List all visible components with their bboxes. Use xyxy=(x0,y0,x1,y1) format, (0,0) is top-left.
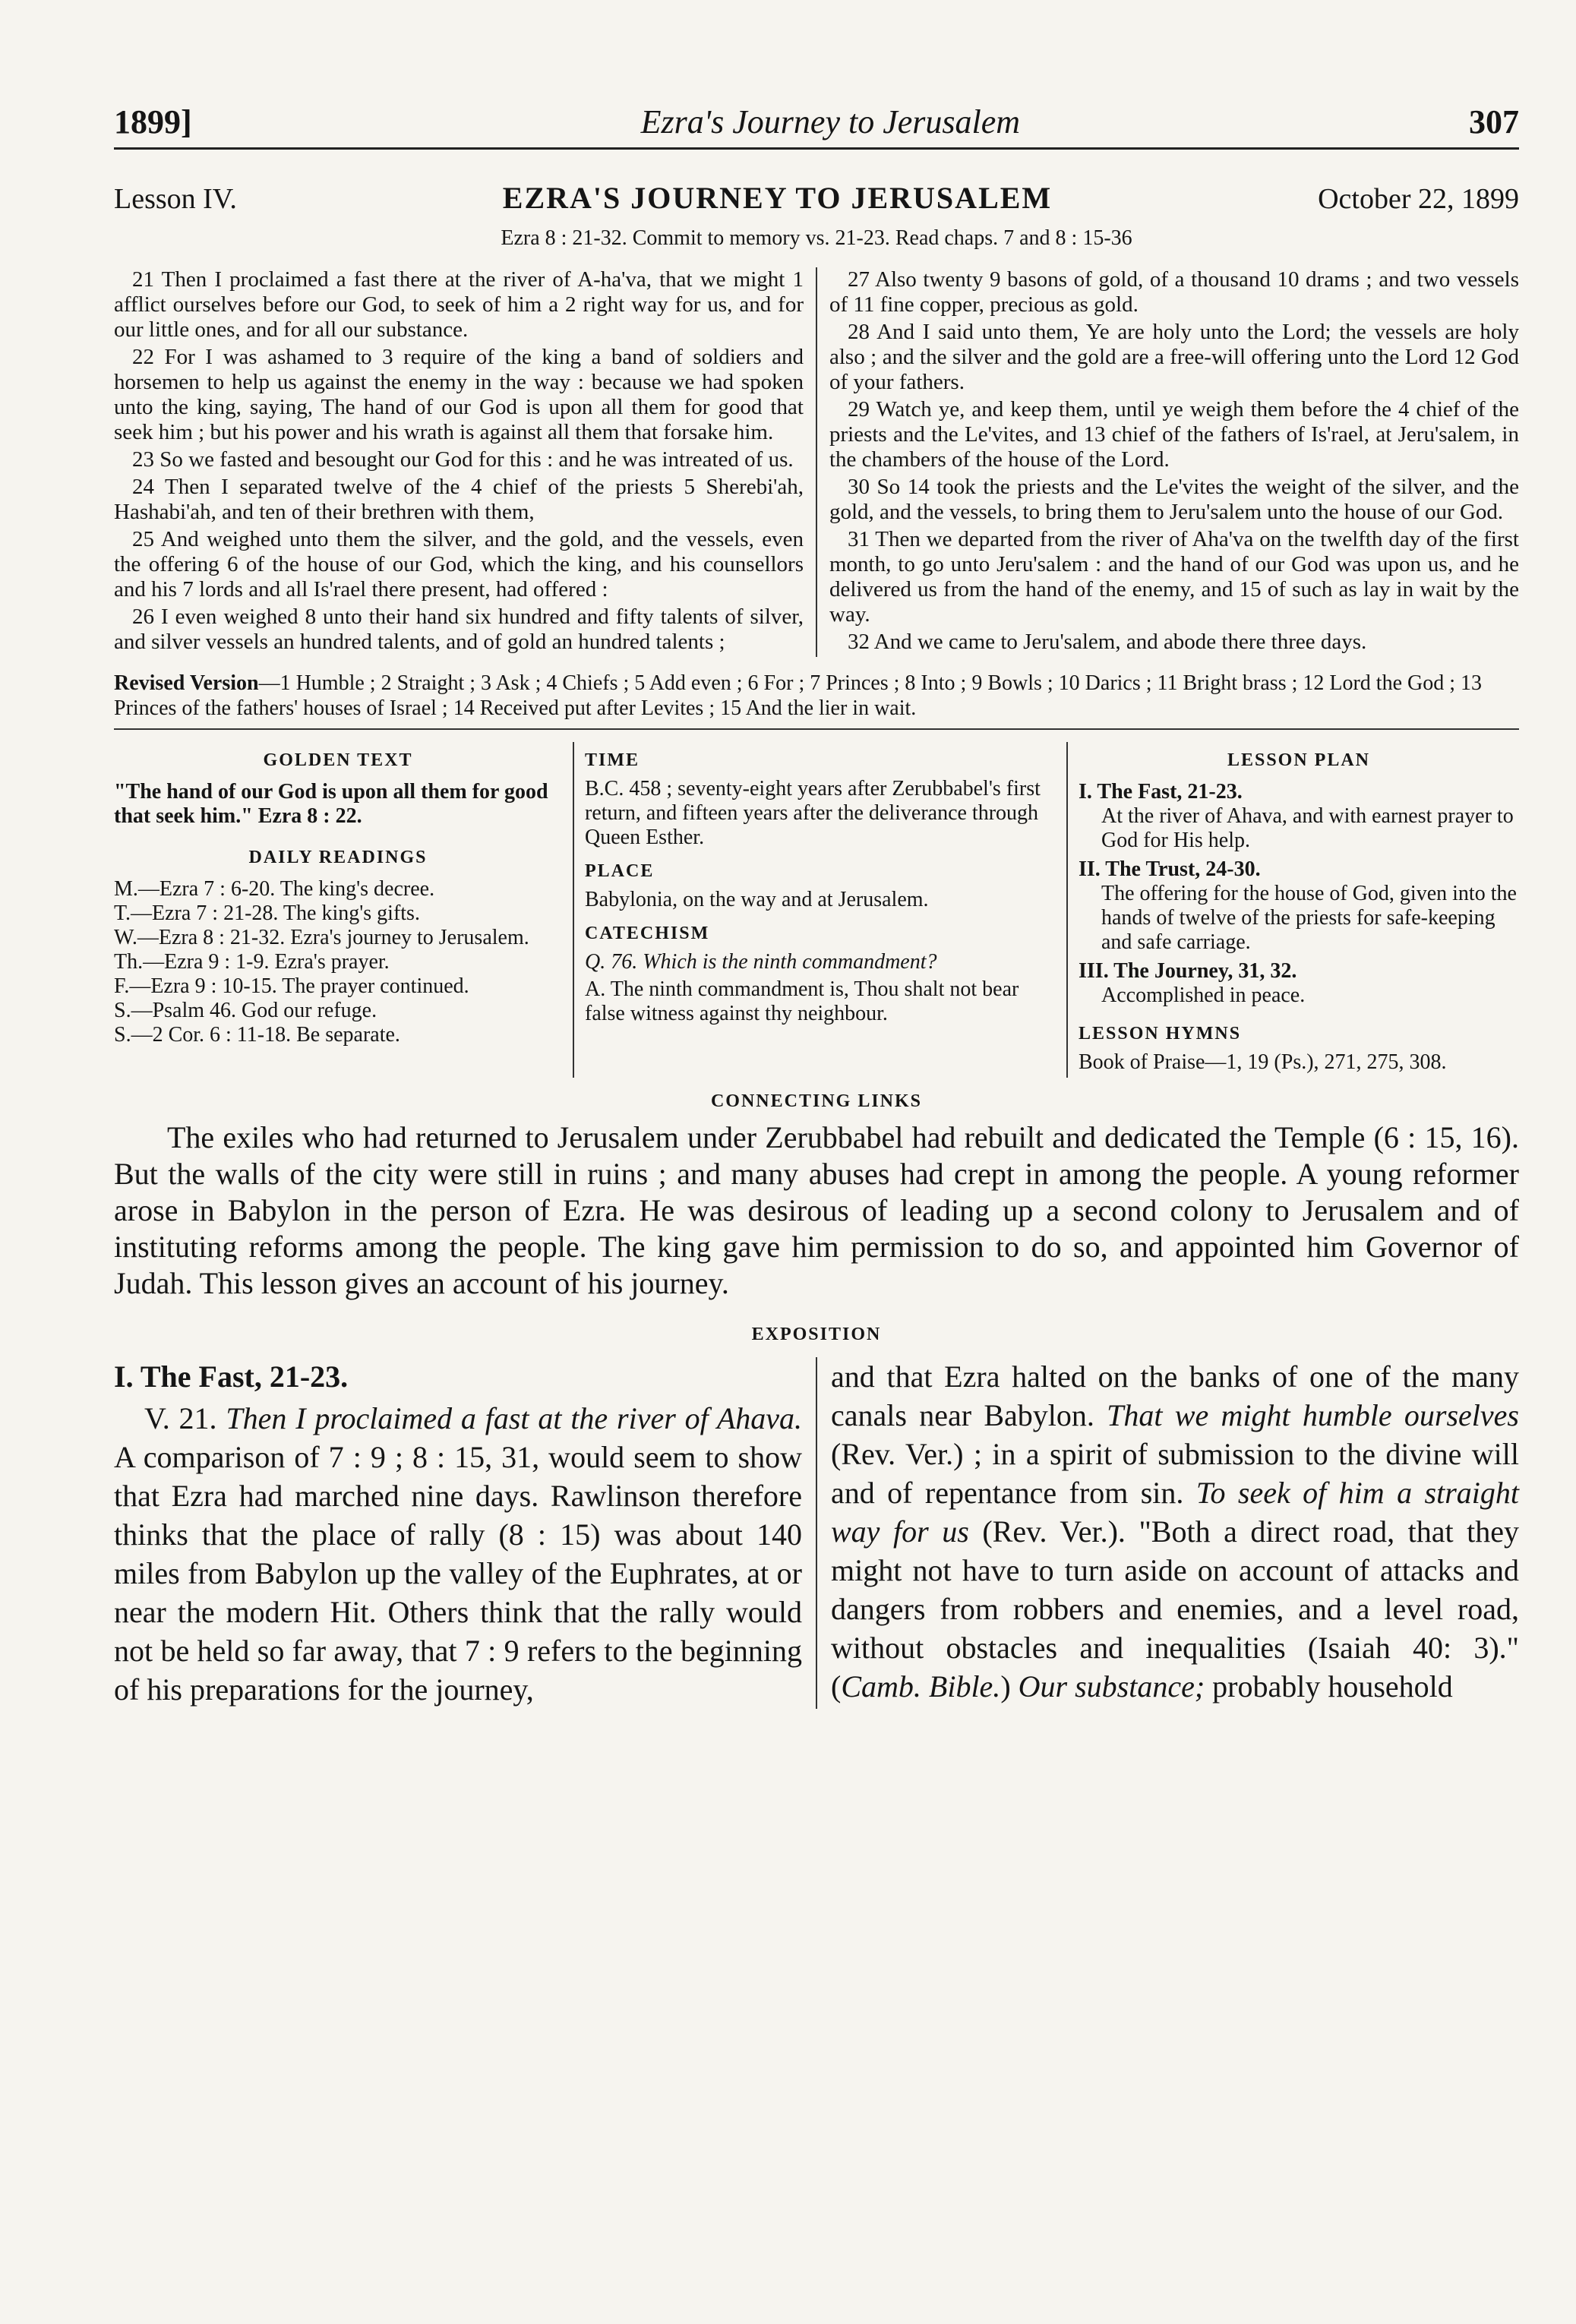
revised-version-text: —1 Humble ; 2 Straight ; 3 Ask ; 4 Chiefs ; 5 Add even ; 6 For ; 7 Princes ; 8 Into ; 9 Bowls ; 10 Darics ; 11 Bright brass ; 12 Lord the God ; 13 Princes of the fathers' houses of Israel ; 14 Received put after Levites ; 15 And the lier in wait. xyxy=(114,671,1483,720)
quote: That we might humble ourselves xyxy=(1107,1398,1519,1432)
verse: 28 And I said unto them, Ye are holy unto the Lord; the vessels are holy also ; and the silver and the gold are a free-will offering unto the Lord 12 God of your fathers. xyxy=(829,320,1519,394)
revised-version-notes xyxy=(114,671,1519,730)
verse: 26 I even weighed 8 unto their hand six hundred and fifty talents of silver, and silver vessels an hundred talents, and of gold an hundred talents ; xyxy=(114,605,804,654)
plan-heading: I. The Fast, 21-23. xyxy=(1079,780,1243,804)
exposition-text: probably household xyxy=(1212,1669,1453,1704)
citation: Camb. Bible. xyxy=(841,1669,1001,1704)
exposition-paragraph xyxy=(114,1399,802,1709)
plan-heading: II. The Trust, 24-30. xyxy=(1079,857,1261,881)
verse-label: V. 21. xyxy=(144,1401,217,1435)
place-heading: PLACE xyxy=(585,861,655,881)
daily-readings-list xyxy=(114,877,562,1047)
verse: 29 Watch ye, and keep them, until ye weigh them before the 4 chief of the priests and the Le'vites, and 13 chief of the fathers of Is'rael, at Jeru'salem, in the chambers of the house of the Lord. xyxy=(829,397,1519,472)
golden-text-heading: GOLDEN TEXT xyxy=(263,750,413,770)
exposition-text: ) xyxy=(1000,1669,1011,1704)
lesson-plan-heading: LESSON PLAN xyxy=(1227,750,1371,770)
exposition xyxy=(114,1357,1519,1709)
exposition-paragraph xyxy=(831,1357,1519,1706)
exposition-left-column xyxy=(114,1357,817,1709)
list-item: Th.—Ezra 9 : 1-9. Ezra's prayer. xyxy=(114,950,390,974)
lesson-helps xyxy=(114,742,1519,1078)
exposition-text: (Rev. Ver.) ; in a spirit of submission to the divine will and of repentance from sin. xyxy=(831,1437,1519,1510)
place-text: Babylonia, on the way and at Jerusalem. xyxy=(585,888,929,911)
lesson-number: Lesson IV. xyxy=(114,183,237,215)
catechism-question: Q. 76. Which is the ninth commandment? xyxy=(585,950,937,974)
lesson-reference: Ezra 8 : 21-32. Commit to memory vs. 21-23. Read chaps. 7 and 8 : 15-36 xyxy=(501,226,1132,250)
list-item: S.—2 Cor. 6 : 11-18. Be separate. xyxy=(114,1023,400,1047)
lesson-title: EZRA'S JOURNEY TO JERUSALEM xyxy=(502,181,1053,215)
scripture-left-column xyxy=(114,267,817,657)
list-item: M.—Ezra 7 : 6-20. The king's decree. xyxy=(114,877,435,901)
quote: To seek of him a straight way for us xyxy=(831,1476,1520,1549)
time-text: B.C. 458 ; seventy-eight years after Zerubbabel's first return, and fifteen years after the deliverance through Queen Esther. xyxy=(585,777,1041,849)
revised-version-label: Revised Version xyxy=(114,671,259,695)
verse: 21 Then I proclaimed a fast there at the river of A-ha'va, that we might 1 afflict ourselves before our God, to seek of him a 2 right way for us, and for our little ones, and for all our substance. xyxy=(114,267,804,342)
verse: 24 Then I separated twelve of the 4 chief of the priests 5 Sherebi'ah, Hashabi'ah, and ten of their brethren with them, xyxy=(114,475,804,524)
helps-middle-column xyxy=(574,742,1068,1078)
verse: 27 Also twenty 9 basons of gold, of a thousand 10 drams ; and two vessels of 11 fine copper, precious as gold. xyxy=(829,267,1519,317)
scripture-passage xyxy=(114,267,1519,657)
catechism-heading: CATECHISM xyxy=(585,924,710,943)
verse: 32 And we came to Jeru'salem, and abode there three days. xyxy=(848,630,1367,654)
plan-text: The offering for the house of God, given into the hands of twelve of the priests for safe-keeping and safe carriage. xyxy=(1101,882,1517,954)
connecting-links-text: The exiles who had returned to Jerusalem under Zerubbabel had rebuilt and dedicated the Temple (6 : 15, 16). But the walls of the city were still in ruins ; and many abuses had crept in among the people. A young reformer arose in Babylon in the person of Ezra. He was desirous of leading up a second colony to Jerusalem and of instituting reforms among the people. The king gave him permission to do so, and appointed him Governor of Judah. This lesson gives an account of his journey. xyxy=(114,1120,1519,1300)
list-item: W.—Ezra 8 : 21-32. Ezra's journey to Jerusalem. xyxy=(114,926,529,949)
page xyxy=(114,103,1519,2290)
exposition-section-heading: I. The Fast, 21-23. xyxy=(114,1359,349,1394)
lesson-header xyxy=(114,180,1519,216)
plan-text: Accomplished in peace. xyxy=(1101,984,1306,1007)
scripture-right-column xyxy=(817,267,1519,657)
verse: 31 Then we departed from the river of Aha'va on the twelfth day of the first month, to go unto Jeru'salem : and the hand of our God was upon us, and he delivered us from the hand of the enemy, and 15 of such as lay in wait by the way. xyxy=(829,527,1519,627)
page-number: 307 xyxy=(1469,103,1519,141)
running-head xyxy=(114,103,1519,150)
running-head-title: Ezra's Journey to Jerusalem xyxy=(640,103,1021,141)
catechism-answer: A. The ninth commandment is, Thou shalt not bear false witness against thy neighbour. xyxy=(585,977,1019,1025)
quote: Our substance; xyxy=(1018,1669,1205,1704)
connecting-links-heading: CONNECTING LINKS xyxy=(710,1091,923,1111)
verse: 25 And weighed unto them the silver, and the gold, and the vessels, even the offering 6 of the house of our God, which the king, and his counsellors and his 7 lords and all Is'rael there present, had offered : xyxy=(114,527,804,602)
helps-left-column xyxy=(114,742,574,1078)
verse: 30 So 14 took the priests and the Le'vites the weight of the silver, and the gold, and the vessels, to bring them to Jeru'salem unto the house of our God. xyxy=(829,475,1519,524)
lesson-hymns-heading: LESSON HYMNS xyxy=(1079,1024,1242,1044)
time-heading: TIME xyxy=(585,750,640,770)
exposition-text: (Rev. Ver.). "Both a direct road, that they might not have to turn aside on account of attacks and dangers from robbers and enemies, and a level road, without obstacles and inequalities (Isaiah 40: 3)." ( xyxy=(831,1514,1520,1704)
list-item: S.—Psalm 46. God our refuge. xyxy=(114,999,377,1022)
daily-readings-heading: DAILY READINGS xyxy=(248,848,428,867)
lesson-date: October 22, 1899 xyxy=(1318,183,1519,215)
exposition-text: A comparison of 7 : 9 ; 8 : 15, 31, would seem to show that Ezra had marched nine days. Rawlinson therefore thinks that the place of rally (8 : 15) was about 140 miles from Babylon up the valley of the Euphrates, at or near the modern Hit. Others think that the rally would not be held so far away, that 7 : 9 refers to the beginning of his preparations for the journey, xyxy=(114,1440,802,1707)
plan-text: At the river of Ahava, and with earnest prayer to God for His help. xyxy=(1101,804,1514,852)
lesson-hymns-text: Book of Praise—1, 19 (Ps.), 271, 275, 308. xyxy=(1079,1050,1447,1074)
list-item: T.—Ezra 7 : 21-28. The king's gifts. xyxy=(114,901,420,925)
verse-quote: Then I proclaimed a fast at the river of Ahava. xyxy=(226,1401,803,1435)
running-head-year: 1899] xyxy=(114,103,192,141)
list-item: F.—Ezra 9 : 10-15. The prayer continued. xyxy=(114,974,469,998)
helps-right-column xyxy=(1068,742,1519,1078)
golden-text: "The hand of our God is upon all them for good that seek him." Ezra 8 : 22. xyxy=(114,780,548,828)
verse: 23 So we fasted and besought our God for this : and he was intreated of us. xyxy=(132,447,794,472)
exposition-right-column xyxy=(817,1357,1519,1709)
plan-heading: III. The Journey, 31, 32. xyxy=(1079,959,1297,983)
exposition-text: and that Ezra halted on the banks of one of the many canals near Babylon. xyxy=(831,1359,1519,1432)
exposition-heading: EXPOSITION xyxy=(751,1325,882,1344)
verse: 22 For I was ashamed to 3 require of the king a band of soldiers and horsemen to help us against the enemy in the way : because we had spoken unto the king, saying, The hand of our God is upon all them for good that seek him ; but his power and his wrath is against all them that forsake him. xyxy=(114,345,804,444)
